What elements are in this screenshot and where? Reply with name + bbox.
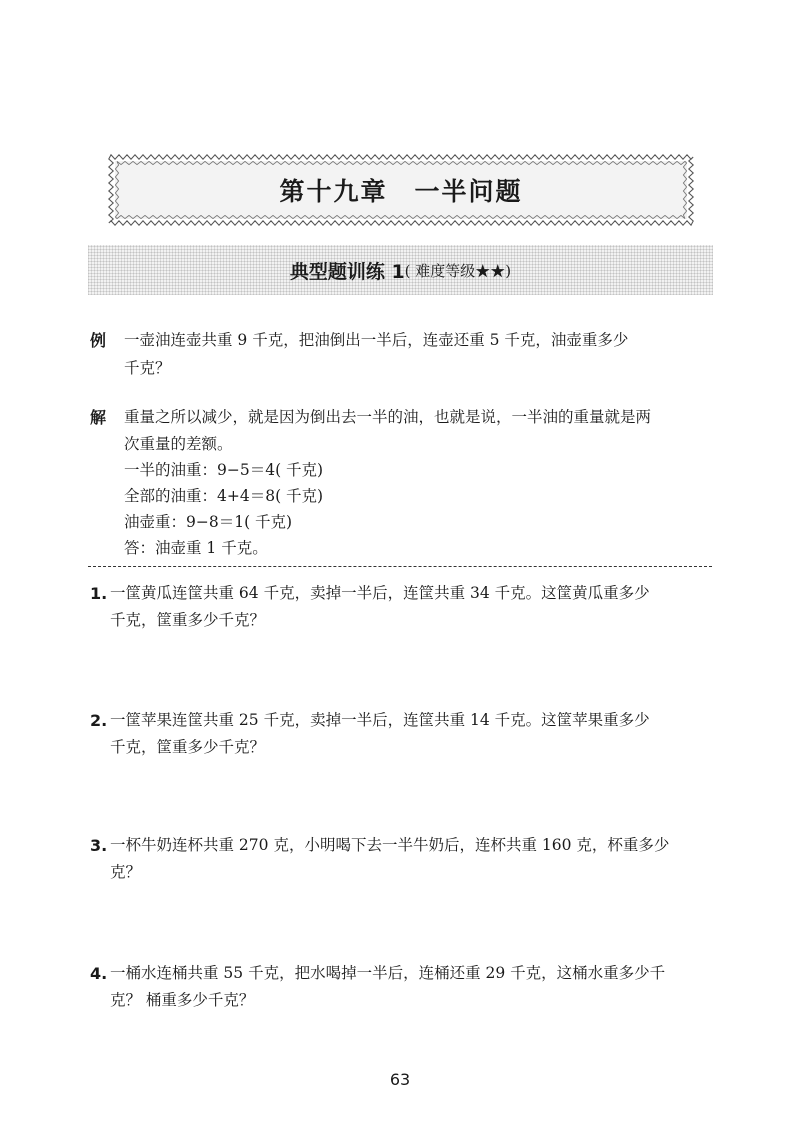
question-text-line: 千克，筐重多少千克？ [110, 611, 266, 629]
chapter-title: 第十九章 一半问题 [279, 177, 523, 206]
section-title: 典型题训练 1 [289, 260, 405, 283]
solution-step: 一半的油重：9−5＝4( 千克) [124, 461, 324, 479]
solution-step: 全部的油重：4+4＝8( 千克) [124, 487, 324, 505]
question-number: 2. [90, 711, 108, 730]
question-text-line: 一桶水连桶共重 55 千克，把水喝掉一半后，连桶还重 29 千克，这桶水重多少千 [110, 964, 666, 982]
page-number: 63 [389, 1070, 411, 1089]
solution-answer: 答：油壶重 1 千克。 [124, 539, 268, 557]
question-text-line: 克？ [110, 863, 142, 881]
solution-step: 油壶重：9−8＝1( 千克) [124, 513, 293, 531]
difficulty-level: ( 难度等级★★) [404, 261, 512, 280]
question-text-line: 一杯牛奶连杯共重 270 克，小明喝下去一半牛奶后，连杯共重 160 克，杯重多少 [110, 836, 670, 854]
solution-text-line: 重量之所以减少，就是因为倒出去一半的油，也就是说，一半油的重量就是两 [124, 408, 652, 426]
example-label: 例 [90, 331, 107, 350]
question-number: 1. [90, 584, 108, 603]
question-text-line: 千克，筐重多少千克？ [110, 738, 266, 756]
example-text-line: 一壶油连壶共重 9 千克，把油倒出一半后，连壶还重 5 千克，油壶重多少 [124, 331, 629, 349]
example-text-line: 千克？ [124, 359, 171, 377]
section-header [88, 245, 713, 295]
question-text-line: 一筐黄瓜连筐共重 64 千克，卖掉一半后，连筐共重 34 千克。这筐黄瓜重多少 [110, 584, 650, 602]
question-number: 3. [90, 836, 108, 855]
question-number: 4. [90, 964, 108, 983]
question-text-line: 克？ 桶重多少千克？ [110, 991, 255, 1009]
solution-label: 解 [90, 408, 107, 427]
chapter-banner [106, 152, 696, 228]
dashed-divider [88, 566, 712, 567]
question-text-line: 一筐苹果连筐共重 25 千克，卖掉一半后，连筐共重 14 千克。这筐苹果重多少 [110, 711, 650, 729]
solution-text-line: 次重量的差额。 [124, 435, 233, 453]
